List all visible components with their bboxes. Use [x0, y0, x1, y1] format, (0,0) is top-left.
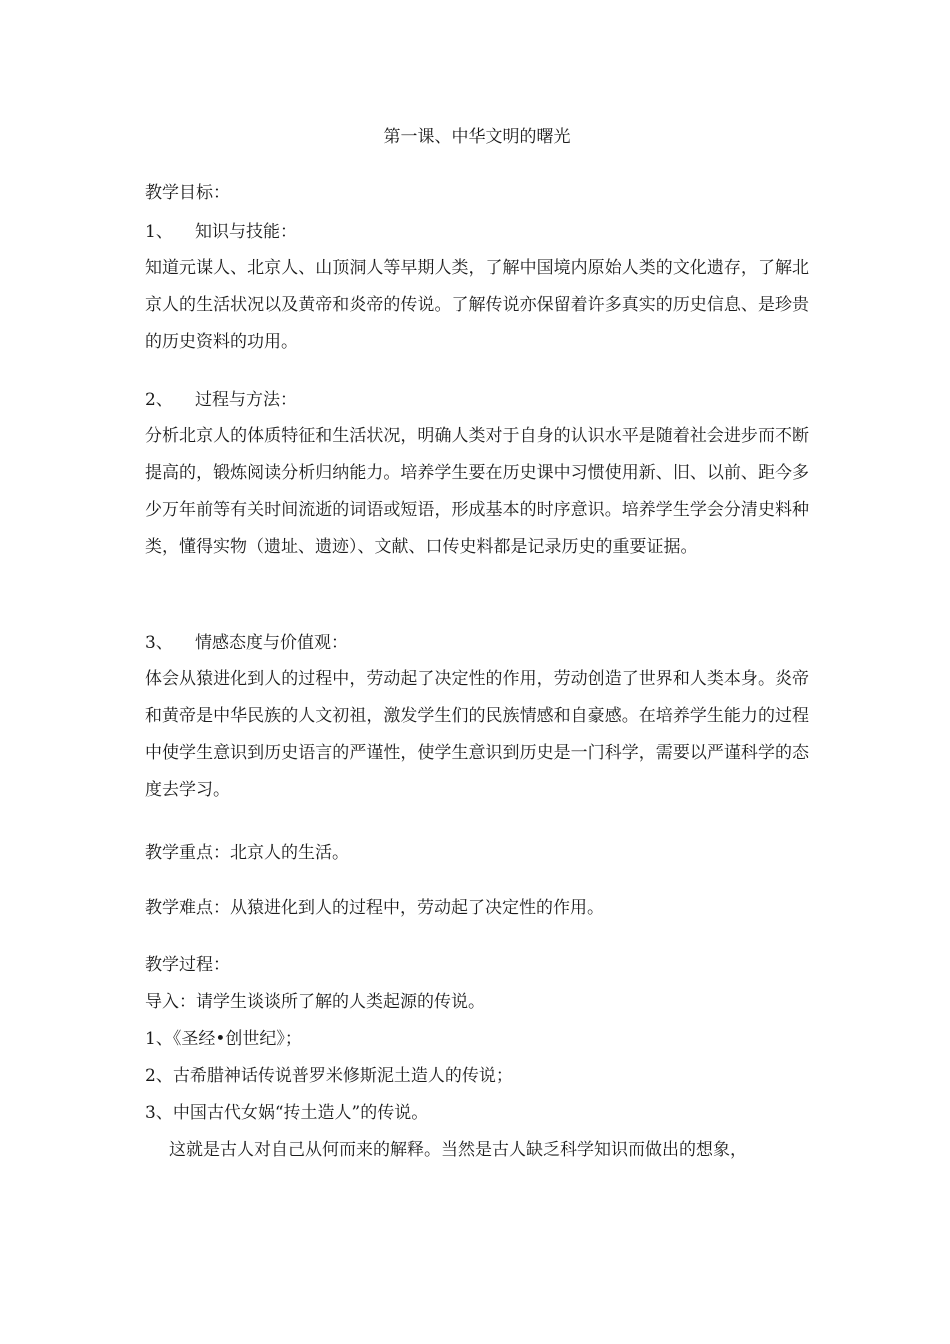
process-heading: 教学过程：	[145, 955, 230, 975]
objective-2-number: 2、	[145, 390, 173, 410]
process-intro: 导入：请学生谈谈所了解的人类起源的传说。	[145, 992, 485, 1012]
objective-3-number: 3、	[145, 633, 173, 653]
objective-3-text: 体会从猿进化到人的过程中，劳动起了决定性的作用，劳动创造了世界和人类本身。炎帝和黄帝是中华民族的人文初祖，激发学生们的民族情感和自豪感。在培养学生能力的过程中使学生意识到历史语言的严谨性，使学生意识到历史是一门科学，需要以严谨科学的态度去学习。	[145, 669, 809, 800]
objective-1-heading	[145, 219, 297, 245]
objective-1-title: 知识与技能：	[195, 222, 297, 242]
process-closing: 这就是古人对自己从何而来的解释。当然是古人缺乏科学知识而做出的想象，	[169, 1140, 747, 1160]
difficulty: 教学难点：从猿进化到人的过程中，劳动起了决定性的作用。	[145, 898, 604, 918]
objective-2-text: 分析北京人的体质特征和生活状况，明确人类对于自身的认识水平是随着社会进步而不断提高的，锻炼阅读分析归纳能力。培养学生要在历史课中习惯使用新、旧、以前、距今多少万年前等有关时间流逝的词语或短语，形成基本的时序意识。培养学生学会分清史料种类，懂得实物（遗址、遗迹）、文献、口传史料都是记录历史的重要证据。	[145, 426, 809, 557]
objective-1-text: 知道元谋人、北京人、山顶洞人等早期人类，了解中国境内原始人类的文化遗存，了解北京人的生活状况以及黄帝和炎帝的传说。了解传说亦保留着许多真实的历史信息、是珍贵的历史资料的功用。	[145, 258, 809, 352]
objective-3-title: 情感态度与价值观：	[195, 633, 348, 653]
objective-3-heading	[145, 630, 348, 656]
objective-2-heading	[145, 387, 297, 413]
objectives-heading: 教学目标：	[145, 183, 230, 203]
process-item-2: 2、古希腊神话传说普罗米修斯泥土造人的传说；	[145, 1066, 513, 1086]
key-point: 教学重点：北京人的生活。	[145, 843, 349, 863]
page-title: 第一课、中华文明的曙光	[383, 127, 571, 147]
document-page	[145, 0, 809, 1344]
objective-1-number: 1、	[145, 222, 173, 242]
process-item-3: 3、中国古代女娲“抟土造人”的传说。	[145, 1103, 429, 1123]
process-item-1: 1、《圣经•创世纪》；	[145, 1029, 302, 1049]
objective-2-title: 过程与方法：	[195, 390, 297, 410]
